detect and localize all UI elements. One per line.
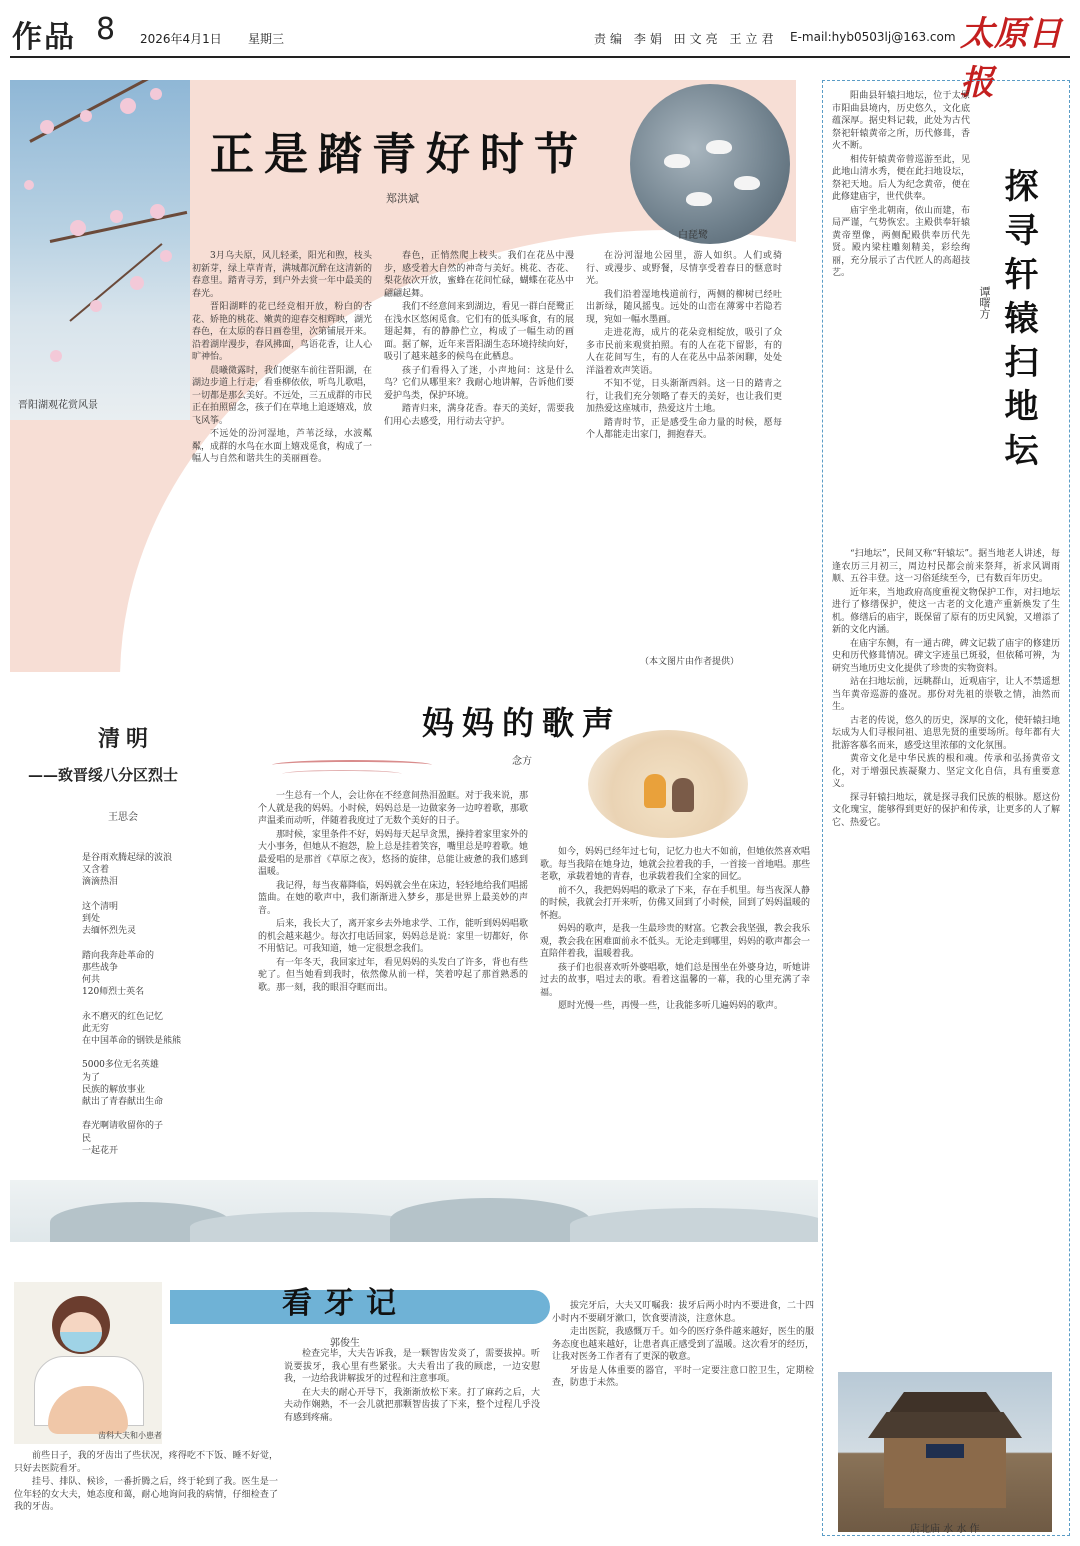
paragraph: 一生总有一个人，会让你在不经意间热泪盈眶。对于我来说，那个人就是我的妈妈。小时候，妈妈总是一边做家务一边哼着歌，那歌声温柔而动听，伴随着我度过了无数个美好的日子。 bbox=[258, 791, 528, 826]
paragraph: 有一年冬天，我回家过年，看见妈妈的头发白了许多，背也有些驼了。但当她看到我时，依然像从前一样，笑着哼起了那首熟悉的歌。那一刻，我的眼泪夺眶而出。 bbox=[258, 957, 528, 993]
paragraph: 踏青时节，正是感受生命力量的时候，愿每个人都能走出家门，拥抱春天。 bbox=[586, 417, 782, 440]
plaque-shape bbox=[926, 1444, 964, 1458]
temple-photo-caption: 店北庙 水 水 作 bbox=[910, 1524, 980, 1535]
poem-line: 在中国革命的钢铁是熊熊 bbox=[82, 1036, 182, 1046]
poem-line: 又含着 bbox=[82, 865, 110, 876]
dentist-illustration bbox=[14, 1282, 162, 1444]
heron-shape bbox=[706, 140, 732, 154]
poem-line: 民 bbox=[82, 1133, 92, 1144]
paragraph: 在庙宇东侧，有一通古碑，碑文记载了庙宇的修建历史和历代修葺情况。碑文字迹虽已斑驳，但依稀可辨，为研究当地历史文化提供了珍贵的实物资料。 bbox=[832, 638, 1060, 674]
mother-article-title: 妈妈的歌声 bbox=[422, 704, 623, 742]
poem-line bbox=[82, 998, 181, 1010]
paragraph: 孩子们也很喜欢听外婆唱歌，她们总是围坐在外婆身边，听她讲过去的故事，唱过去的歌。看着这温馨的一幕，我的心里充满了幸福。 bbox=[540, 962, 810, 998]
decorative-wave bbox=[272, 760, 432, 770]
blossom-photo bbox=[10, 80, 190, 420]
heron-photo-caption: 白琵鹭 bbox=[678, 230, 708, 241]
paragraph: 孩子们看得入了迷，小声地问：这是什么鸟？它们从哪里来？我耐心地讲解，告诉他们要爱护鸟类，保护环境。 bbox=[384, 365, 574, 401]
page-number: 8 bbox=[96, 12, 116, 47]
xuanyuan-article-col-top bbox=[832, 90, 970, 538]
teeth-article-author: 郭俊生 bbox=[330, 1338, 360, 1349]
editors: 责编 李娟 田文亮 王立君 bbox=[594, 32, 778, 46]
poem-subtitle: ——致晋绥八分区烈士 bbox=[28, 766, 179, 784]
mother-article-col2 bbox=[540, 846, 810, 1176]
teeth-article-col3 bbox=[552, 1300, 814, 1536]
poem-line bbox=[82, 937, 181, 949]
mother-article-author: 念方 bbox=[512, 756, 532, 767]
poem-line bbox=[82, 889, 181, 901]
paragraph: 后来，我长大了，离开家乡去外地求学、工作，能听到妈妈唱歌的机会越来越少。每次打电话回家，妈妈总是说：家里一切都好，你不用惦记。可我知道，她一定很想念我们。 bbox=[258, 919, 528, 954]
blossom-photo-caption: 晋阳湖观花赏风景 bbox=[18, 400, 98, 411]
poem-line: 何共 bbox=[82, 975, 101, 985]
poem-line bbox=[82, 1108, 181, 1120]
paragraph: 阳曲县轩辕扫地坛，位于太原市阳曲县境内，历史悠久，文化底蕴深厚。据史料记载，此处为古代祭祀轩辕黄帝之所，历代修葺，香火不断。 bbox=[832, 91, 970, 151]
xuanyuan-article-author: 谭曙方 bbox=[978, 286, 991, 319]
blossom bbox=[80, 110, 92, 122]
mountain-shape bbox=[390, 1198, 590, 1242]
paragraph: 在汾河湿地公园里，游人如织。人们或骑行、或漫步、或野餐，尽情享受着春日的惬意时光。 bbox=[586, 251, 782, 286]
poem-line: 那些战争 bbox=[82, 962, 119, 973]
poem-line: 踏向我奔赴革命的 bbox=[82, 950, 155, 961]
poem-author: 王思会 bbox=[108, 812, 138, 823]
poem-line: 一起花开 bbox=[82, 1145, 119, 1156]
paragraph: 晨曦微露时，我们便驱车前往晋阳湖，在湖边步道上行走，看垂柳依依，听鸟儿歌唱，一切都是那么美好。不远处，三五成群的市民正在拍照留念，孩子们在草地上追逐嬉戏，放飞风筝。 bbox=[192, 365, 372, 426]
issue-weekday: 星期三 bbox=[248, 32, 285, 46]
header-rule bbox=[10, 56, 1070, 58]
heron-shape bbox=[734, 176, 760, 190]
paragraph: 春色，正悄然爬上枝头。我们在花丛中漫步，感受着大自然的神奇与美好。桃花、杏花、梨花依次开放，蜜蜂在花间忙碌，蝴蝶在花丛中翩翩起舞。 bbox=[384, 251, 574, 299]
ink-landscape-divider bbox=[10, 1180, 818, 1242]
paragraph: 站在扫地坛前，远眺群山，近观庙宇，让人不禁遥想当年黄帝巡游的盛况。那份对先祖的崇敬之情，油然而生。 bbox=[832, 677, 1060, 712]
mother-article-col1 bbox=[258, 790, 528, 1176]
poem-line: 为了 bbox=[82, 1072, 101, 1083]
temple-photo bbox=[838, 1372, 1052, 1532]
spring-article-col3 bbox=[586, 250, 782, 640]
teeth-article-col2 bbox=[284, 1348, 540, 1536]
paragraph: 妈妈的歌声，是我一生最珍贵的财富。它教会我坚强，教会我乐观，教会我在困难面前永不低头。无论走到哪里，妈妈的歌声都会一直陪伴着我，温暖着我。 bbox=[540, 924, 810, 959]
poem-line: 120师烈士英名 bbox=[82, 987, 145, 998]
paragraph: 走进花海，成片的花朵竞相绽放，吸引了众多市民前来观赏拍照。有的人在花下留影，有的人在花间写生，有的人在花丛中品茶闲聊，处处洋溢着欢声笑语。 bbox=[586, 328, 782, 376]
page-header bbox=[0, 0, 1080, 103]
paragraph: 如今，妈妈已经年过七旬，记忆力也大不如前，但她依然喜欢唱歌。每当我陪在她身边，她就会拉着我的手，一首接一首地唱。那些老歌，承载着她的青春，也承载着我们全家的回忆。 bbox=[540, 847, 810, 882]
poem-line: 此无穷 bbox=[82, 1023, 110, 1034]
heron-shape bbox=[664, 154, 690, 168]
xuanyuan-article-col-main bbox=[832, 548, 1060, 1362]
paragraph: 探寻轩辕扫地坛，就是探寻我们民族的根脉。愿这份文化瑰宝，能够得到更好的保护和传承，让更多的人了解它、热爱它。 bbox=[832, 792, 1060, 828]
paragraph: 晋阳湖畔的花已经竞相开放，粉白的杏花、娇艳的桃花、嫩黄的迎春交相辉映，湖光春色，在太原的春日画卷里，次第铺展开来。沿着湖岸漫步，春风拂面，鸟语花香，让人心旷神怡。 bbox=[192, 302, 372, 362]
poem-line: 春光啊请收留你的子 bbox=[82, 1121, 164, 1132]
paragraph: 相传轩辕黄帝曾巡游至此，见此地山清水秀，便在此扫地设坛，祭祀天地。后人为纪念黄帝，便在此修建庙宇，世代供奉。 bbox=[832, 154, 970, 202]
poem-line: 永不磨灭的红色记忆 bbox=[82, 1011, 164, 1022]
poem-title: 清明 bbox=[98, 726, 155, 752]
paragraph: 踏青归来，满身花香。春天的美好，需要我们用心去感受，用行动去守护。 bbox=[384, 404, 574, 427]
blossom bbox=[160, 250, 172, 262]
paragraph: 我们沿着湿地栈道前行，两侧的柳树已经吐出新绿，随风摇曳。远处的山峦在薄雾中若隐若现，宛如一幅水墨画。 bbox=[586, 289, 782, 325]
blossom bbox=[50, 350, 62, 362]
poem-line: 去缅怀烈先灵 bbox=[82, 926, 137, 937]
paragraph: 不远处的汾河湿地，芦苇泛绿，水波粼粼，成群的水鸟在水面上嬉戏觅食，构成了一幅人与自然和谐共生的美丽画卷。 bbox=[192, 429, 372, 464]
paragraph: 在大夫的耐心开导下，我渐渐放松下来。打了麻药之后，大夫动作娴熟，不一会儿就把那颗智齿拔了下来，整个过程几乎没有感到疼痛。 bbox=[284, 1387, 540, 1423]
blossom bbox=[70, 220, 86, 236]
poem-body bbox=[82, 852, 181, 1157]
spring-article-col2 bbox=[384, 250, 574, 666]
blossom bbox=[150, 88, 162, 100]
paragraph: “扫地坛”，民间又称“轩辕坛”。据当地老人讲述，每逢农历三月初三，周边村民都会前来祭拜，祈求风调雨顺、五谷丰登。这一习俗延续至今，已有数百年历史。 bbox=[832, 549, 1060, 584]
paragraph: 近年来，当地政府高度重视文物保护工作，对扫地坛进行了修缮保护，使这一古老的文化遗产重新焕发了生机。修缮后的庙宇，既保留了原有的历史风貌，又增添了新的文化内涵。 bbox=[832, 587, 1060, 635]
poem-line: 献出了青春献出生命 bbox=[82, 1097, 164, 1107]
paragraph: 庙宇坐北朝南，依山而建，布局严谨，气势恢宏。主殿供奉轩辕黄帝塑像，两侧配殿供奉历代先贤。殿内梁柱雕刻精美，彩绘绚丽，充分展示了古代匠人的高超技艺。 bbox=[832, 205, 970, 278]
poem-line: 滴滴热泪 bbox=[82, 877, 119, 888]
blossom bbox=[130, 276, 144, 290]
blossom bbox=[110, 210, 123, 223]
mountain-shape bbox=[570, 1208, 818, 1242]
teeth-article-col1 bbox=[14, 1450, 278, 1536]
paragraph: 3月乌夫原，风儿轻柔，阳光和煦，枝头初新芽，绿上草青青，满城都沉醉在这清新的春意里。踏青寻芳，到户外去赏一年中最美的春光。 bbox=[192, 251, 372, 299]
child-figure bbox=[644, 774, 666, 808]
paragraph: 前些日子，我的牙齿出了些状况，疼得吃不下饭、睡不好觉，只好去医院看牙。 bbox=[14, 1451, 278, 1474]
poem-line: 民族的解放事业 bbox=[82, 1084, 146, 1095]
masthead-logo: 太原日报 bbox=[960, 14, 1062, 103]
paragraph: 拔完牙后，大夫又叮嘱我：拔牙后两小时内不要进食，二十四小时内不要刷牙漱口，饮食要清淡，注意休息。 bbox=[552, 1301, 814, 1324]
decorative-wave bbox=[282, 770, 402, 778]
roof-shape bbox=[868, 1412, 1022, 1438]
mother-illustration bbox=[588, 730, 748, 838]
poem-line bbox=[82, 1047, 181, 1059]
paragraph: 挂号、排队、候诊，一番折腾之后，终于轮到了我。医生是一位年轻的女大夫，她态度和蔼，耐心地询问我的病情，仔细检查了我的牙齿。 bbox=[14, 1477, 278, 1512]
blossom bbox=[90, 300, 102, 312]
paragraph: 前不久，我把妈妈唱的歌录了下来，存在手机里。每当夜深人静的时候，我就会打开来听，仿佛又回到了小时候，回到了妈妈温暖的怀抱。 bbox=[540, 885, 810, 921]
blossom bbox=[150, 204, 165, 219]
photo-credit: （本文图片由作者提供） bbox=[640, 657, 740, 667]
paragraph: 我们不经意间来到湖边，看见一群白琵鹭正在浅水区悠闲觅食。它们有的低头啄食，有的展翅起舞，有的静静伫立，构成了一幅生动的画面。据了解，近年来晋阳湖生态环境持续向好，吸引了越来越多的候鸟在此栖息。 bbox=[384, 302, 574, 362]
roof-shape bbox=[888, 1392, 1002, 1414]
child-figure bbox=[672, 778, 694, 812]
teeth-article-title: 看牙记 bbox=[282, 1286, 408, 1321]
paragraph: 检查完毕，大夫告诉我，是一颗智齿发炎了，需要拔掉。听说要拔牙，我心里有些紧张。大夫看出了我的顾虑，一边安慰我，一边给我讲解拔牙的过程和注意事项。 bbox=[284, 1349, 540, 1384]
paragraph: 我记得，每当夜幕降临，妈妈就会坐在床边，轻轻地给我们唱摇篮曲。在她的歌声中，我们渐渐进入梦乡，那是世界上最美妙的声音。 bbox=[258, 880, 528, 916]
paragraph: 古老的传说，悠久的历史，深厚的文化，使轩辕扫地坛成为人们寻根问祖、追思先贤的重要场所。每年都有大批游客慕名而来，感受这里浓郁的文化氛围。 bbox=[832, 715, 1060, 751]
paragraph: 牙齿是人体重要的器官，平时一定要注意口腔卫生，定期检查，防患于未然。 bbox=[552, 1365, 814, 1388]
spring-article-author: 郑洪斌 bbox=[386, 192, 419, 205]
poem-line: 这个清明 bbox=[82, 901, 119, 912]
editor-email[interactable]: E-mail:hyb0503lj@163.com bbox=[790, 30, 956, 44]
poem-line: 5000多位无名英雄 bbox=[82, 1060, 159, 1071]
poem-line: 是谷雨欢腾起绿的波浪 bbox=[82, 853, 173, 863]
paragraph: 黄帝文化是中华民族的根和魂。传承和弘扬黄帝文化，对于增强民族凝聚力、坚定文化自信，具有重要意义。 bbox=[832, 754, 1060, 789]
issue-date: 2026年4月1日 bbox=[140, 32, 222, 46]
heron-photo bbox=[630, 84, 790, 244]
spring-article-col1 bbox=[192, 250, 372, 666]
paragraph: 走出医院，我感慨万千。如今的医疗条件越来越好，医生的服务态度也越来越好，让患者真正感受到了温暖。这次看牙的经历，让我对医务工作者有了更深的敬意。 bbox=[552, 1327, 814, 1362]
section-name: 作品 bbox=[12, 20, 76, 55]
paragraph: 愿时光慢一些，再慢一些，让我能多听几遍妈妈的歌声。 bbox=[558, 1001, 784, 1011]
blossom bbox=[40, 120, 54, 134]
branch-shape bbox=[69, 243, 162, 322]
dentist-illustration-caption: 齿科大夫和小患者 bbox=[98, 1431, 162, 1440]
blossom bbox=[120, 98, 136, 114]
blossom bbox=[24, 180, 34, 190]
paragraph: 不知不觉，日头渐渐西斜。这一日的踏青之行，让我们充分领略了春天的美好，也让我们更加热爱这座城市，热爱这片土地。 bbox=[586, 379, 782, 414]
spring-article-title: 正是踏青好时节 bbox=[210, 129, 588, 180]
xuanyuan-article-title: 探寻轩辕扫地坛 bbox=[998, 168, 1038, 476]
heron-shape bbox=[686, 192, 712, 206]
paragraph: 那时候，家里条件不好，妈妈每天起早贪黑，操持着家里家外的大小事务，但她从不抱怨，脸上总是挂着笑容，嘴里总是哼着歌。她最爱唱的是那首《草原之夜》，悠扬的旋律，总能让疲惫的我们感到温暖。 bbox=[258, 829, 528, 877]
poem-line: 到处 bbox=[82, 914, 101, 924]
